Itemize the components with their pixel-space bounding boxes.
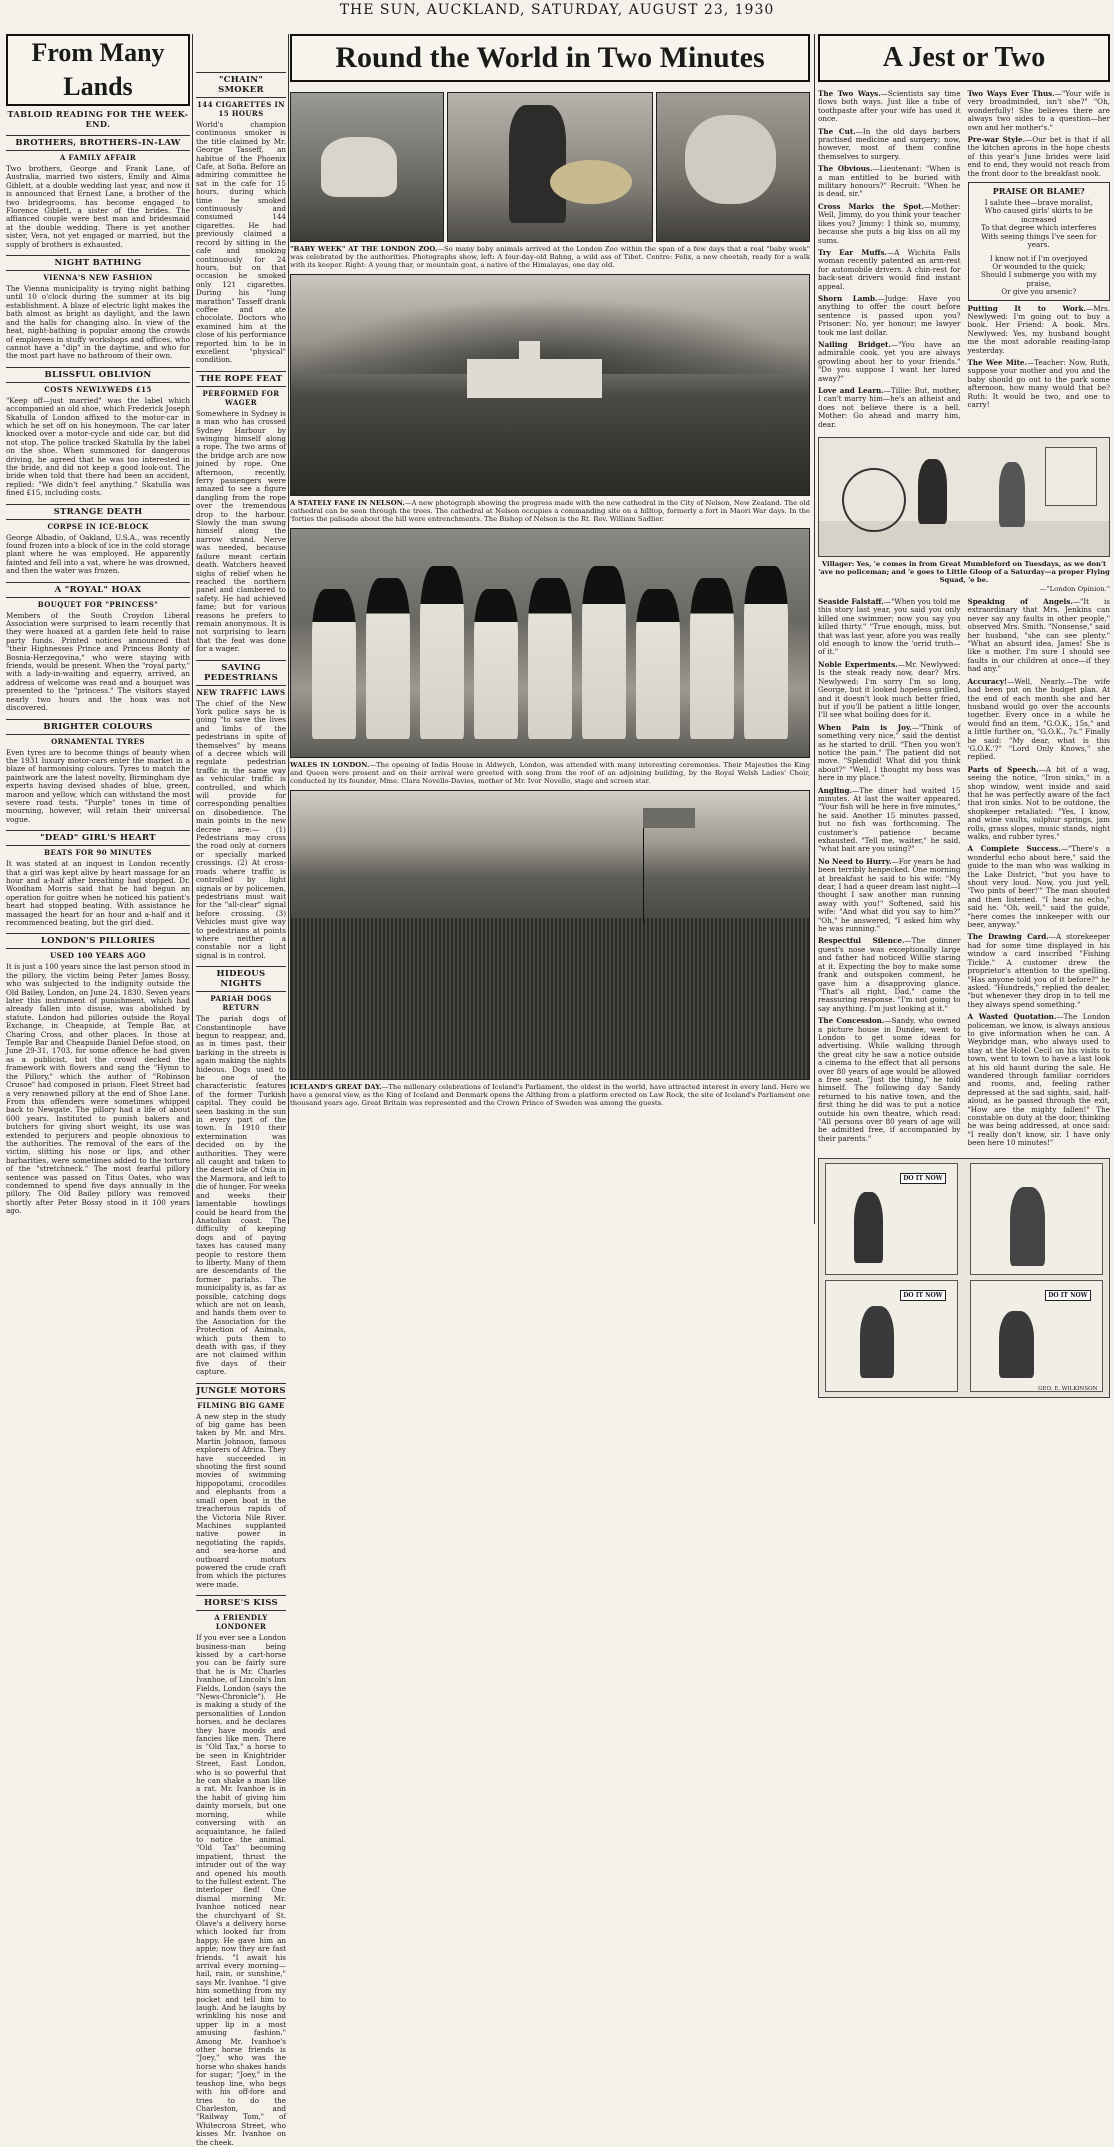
poem-line: With seeing things I've seen for years. [981, 231, 1097, 250]
article-subhead: 144 CIGARETTES IN 15 HOURS [197, 100, 285, 118]
choir-singer [366, 578, 410, 739]
article-subhead: A FRIENDLY LONDONER [214, 1613, 268, 1632]
joke: Try Ear Muffs.—A Wichita Falls woman recently patented an arm-rest for automobile drivers. A chin-rest for back-seat drivers would find instant appeal. [818, 247, 961, 291]
cartoon-credit: GEO. E. WILKINSON [1038, 1385, 1098, 1392]
article-headline: A "ROYAL" HOAX [6, 582, 190, 598]
article-headline: "CHAIN" SMOKER [196, 72, 286, 98]
choir-singer [636, 589, 680, 738]
choir-singer [528, 578, 572, 739]
joke: The Two Ways.—Scientists say time flows both ways. Just like a tube of toothpaste after your wife has used it once. [818, 89, 961, 124]
from-many-lands-column-2 [196, 66, 287, 2147]
cartoon-do-it-now [818, 1158, 1110, 1398]
joke: The Drawing Card.—A storekeeper had for some time displayed in his window a card inscribed "Fishing Tickle." A customer drew the proprietor's attention to the spelling. "Has anyone told you of it before?" he asked. "Hundreds," replied the dealer, "but whenever they drop in to tell me they always spend something." [967, 932, 1110, 1009]
article-subhead: USED 100 YEARS AGO [50, 951, 146, 961]
joke: When Pain is Joy.—"Think of something very nice," said the dentist as he started to drill. "Then you won't notice the pain." The patient did not move. "Splendid! What did you think about?" "Well, I thought my boss was here in my place." [818, 722, 961, 783]
article-headline: HIDEOUS NIGHTS [196, 966, 286, 992]
a-jest-or-two-column [818, 34, 1111, 1392]
article-body: The pariah dogs of Constantinople have begun to reappear, and, as in times past, their barking in the streets is again making the nights hideous. Dogs used to be one of the characteristic features of the former Turkish capital. They could be seen basking in the sun in every part of the town. In 1910 their extermination was decided on by the authorities. They were all caught and taken to the desert isle of Oxia in the Marmora, and left to die of hunger. For weeks and weeks their lamentable howlings could be heard from the Anatolian coast. The difficulty of keeping dogs and of paying taxes has caused many people to restore them to liberty. Many of them are descendants of the former pariahs. The municipality is, as far as possible, catching dogs which are not on leash, and hands them over to the Association for the Protection of Animals, which puts them to death with gas, if they are not claimed within five days of their capture. [196, 1014, 287, 1377]
article-body: If you ever see a London business-man being kissed by a cart-horse you can be fairly sure that he is Mr. Charles Ivanhoe, of Lincoln's Inn Fields, London (says the "News-Chronicle"). He is making a study of the personalities of London horses, and he declares they have moods and fancies like men. There is "Old Tax," a horse to be seen in Knightrider Street, East London, who is so powerful that he can shake a man like a rat. Mr. Ivanhoe is in the habit of giving him dainty morsels, but one morning, while conversing with an acquaintance, he failed to notice the animal. "Old Tax" becoming impatient, thrust the intruder out of the way and opened his mouth to the fullest extent. The interloper fled! One dismal morning Mr. Ivanhoe noticed near the churchyard of St. Olave's a delivery horse which looked far from happy. He gave him an apple; now they are fast friends. "I await his arrival every morning—hail, rain, or sunshine," says Mr. Ivanhoe. "I give him something from my pocket and tell him to laugh. And he laughs by wrinkling his nose and upper lip in a most amusing fashion." Among Mr. Ivanhoe's other horse friends is "Joey," who was the horse who shakes hands for sugar; "Joey," in the teashop line, who begs with his off-fore and tries to do the Charleston, and "Railway Tom," of Whitecross Street, who kisses Mr. Ivanhoe on the cheek. [196, 1633, 286, 2147]
do-it-now-sign: DO IT NOW [1045, 1290, 1090, 1301]
jest-upper [818, 90, 1110, 433]
article-headline: STRANGE DEATH [6, 504, 190, 520]
round-the-world-title: Round the World in Two Minutes [290, 34, 810, 82]
joke: The Concession.—Sandy, who owned a picture house in Dundee, went to London to get some ideas for advertising. While walking through the great city he saw a notice outside a cinema to the effect that all persons over 80 years of age would be allowed a free seat. "Just the thing," he told himself. The following day Sandy returned to his native town, and the first thing he did was to put a notice outside his own theatre, which read: "All persons over 80 years of age will be admitted free, if accompanied by their parents." [818, 1016, 961, 1143]
cartoon-villager-caption: Villager: Yes, 'e comes in from Great Mumbleford on Tuesdays, as we don't 'ave no policeman; and 'e goes to Little Gloop of a Saturday—a proper Flying Squad, 'e be. [818, 560, 1110, 585]
article-headline: BRIGHTER COLOURS [6, 719, 190, 735]
joke: Parts of Speech.—A bit of a wag, seeing the notice, "Iron sinks," in a shop window, went inside and said that he was perfectly aware of the fact that iron sinks. Not to be outdone, the shopkeeper retaliated: "Yes, I know, and wine vaults, sulphur springs, jam rolls, grass slopes, music stands, night walks, and rubber tyres." [967, 764, 1110, 841]
joke: Respectful Silence.—The dinner guest's nose was exceptionally large and father had noticed Willie staring at it. Expecting the boy to make some frank and outspoken comment, he gave him a disapproving glance. "That's all right, Dad," came the reassuring response. "I'm not going to say anything. I'm just looking at it." [818, 936, 961, 1013]
jokes-col-a-lower [818, 598, 961, 1152]
article-headline: LONDON'S PILLORIES [6, 933, 190, 949]
article-subhead: PERFORMED FOR WAGER [202, 388, 280, 407]
poem-line: Who caused girls' skirts to be increased [984, 206, 1093, 224]
article-headline: THE ROPE FEAT [196, 371, 286, 387]
caption-iceland: ICELAND'S GREAT DAY.—The millenary celebrations of Iceland's Parliament, the oldest in the world, have attracted interest in every land. Here we have a general view, as the King of Iceland and Denmark opens the Althing from a platform erected on Law Rock, the site of Iceland's Parliament one thousand years ago. Great Britain was represented and the Crown Prince of Sweden was among the guests. [290, 1083, 810, 1107]
article-body: The Vienna municipality is trying night bathing until 10 o'clock during the summer at its big establishment. A blaze of electric light makes the bath almost as bright as daylight, and the lawn and the halls for changing also. In view of the heat, night-bathing is popular among the crowds of employees in stuffy workshops and offices, who cannot have a "dip" in the daytime, and who for the most part have no bathroom of their own. [6, 284, 190, 361]
article-headline: BLISSFUL OBLIVION [6, 367, 190, 383]
article-body: It was stated at an inquest in London recently that a girl was kept alive by heart massage for an hour and a-half after breathing had stopped. Dr. Woodham Morris said that he had begun an operation for goitre when he noticed his patient's heart had stopped beating. With assistance he massaged the heart for an hour and a-half and it recommenced beating, but the girl died. [6, 859, 190, 927]
article-body: George Albadio, of Oakland, U.S.A., was recently found frozen into a block of ice in the cold storage plant where he was employed. He apparently fainted and fell into a vat, where he was drowned, and then the water was frozen. [6, 532, 190, 576]
article-body: "Keep off—just married" was the label which accompanied an old shoe, which Frederick Joseph Skatulla of London affixed to the motor-car in which he set off on his honeymoon. The car later knocked over a motor-cycle and side car, but did not stop. The police tracked Skatulla by the label on the shoe. When summoned for dangerous driving, he agreed that he was too interested in the bride, and did not keep a good look-out. The bride when told that there had been an accident, replied: "We didn't feel anything." Skatulla was fined £15, including costs. [6, 395, 190, 498]
photo-bahng-wild-ass [290, 92, 444, 242]
article-headline: JUNGLE MOTORS [196, 1383, 286, 1399]
praise-or-blame-poem [968, 182, 1111, 300]
article-subhead: NEW TRAFFIC LAWS [196, 687, 286, 697]
joke: Cross Marks the Spot.—Mother: Well, Jimmy, do you think your teacher likes you? Jimmy: I think so, mummy, because she puts a big kiss on all my sums. [818, 201, 961, 245]
masthead: THE SUN, AUCKLAND, SATURDAY, AUGUST 23, 1930 [339, 2, 775, 18]
article-body: Members of the South Croydon Liberal Association were surprised to learn recently that they were hoaxed at a garden fete held to raise party funds. Printed notices announced that "their Highnesses Prince and Princess Bonty of Bosnia-Herzegovina," who were staying with friends, would be present. When the "royal party," with a lady-in-waiting and equerry, arrived, an address of welcome was read and a bouquet was presented to the "princess." The visitors stayed nearly two hours and the hoax was not discovered. [6, 610, 190, 713]
choir-singer [582, 566, 626, 738]
left-articles [6, 135, 190, 1216]
jokes-col-b-lower [968, 598, 1111, 1152]
jest-lower [818, 598, 1110, 1152]
from-many-lands-column [6, 34, 190, 1224]
poem-line: Or wounded to the quick; [992, 261, 1086, 271]
article-subhead: CORPSE IN ICE-BLOCK [47, 521, 149, 531]
photo-nelson-cathedral [290, 274, 810, 496]
article-body: A new step in the study of big game has been taken by Mr. and Mrs. Martin Johnson, famous explorers of Africa. They have succeeded in shooting the first sound movies of swimming hippopotami, crocodiles and elephants from a small open boat in the treacherous rapids of the Victoria Nile River. Machines supplanted native power in negotiating the rapids, and sea-horse and outboard motors powered the crude craft from which the pictures were made. [196, 1411, 286, 1589]
column-rule [192, 34, 193, 1224]
joke: A Complete Success.—"There's a wonderful echo about here," said the guide to the man who was walking in the Lake District, "but you have to shout very loud. Now, you just yell, 'Two pints of beer!'" The man shouted and then listened. "I hear no echo," said he. "Oh, well," said the guide, "here comes the innkeeper with our beer, anyway." [967, 844, 1110, 930]
tagline: TABLOID READING FOR THE WEEK-END. [7, 109, 189, 129]
article-body: The chief of the New York police says he is going "to save the lives and limbs of the pedestrians in spite of themselves" by means of a decree which will regulate pedestrian traffic in the same way as vehicular traffic is controlled, and which will provide for corresponding penalties on disobedience. The main points in the new decree are:— (1) Pedestrians may cross the road only at corners or specially marked crossings. (2) At cross-roads where traffic is controlled by light signals or by policemen, pedestrians must wait for the "all-clear" signal before crossing. (3) Vehicles must give way to pedestrians at points where neither a constable nor a light signal is in control. [196, 698, 286, 960]
joke: Angling.—The diner had waited 15 minutes. At last the waiter appeared. "Your fish will be here in five minutes," he said. Another 15 minutes passed, but no fish was forthcoming. The customer's patience became exhausted. "Tell me, waiter," he said, "what bait are you using?" [818, 785, 961, 854]
article-headline: NIGHT BATHING [6, 255, 190, 271]
joke: The Wee Mite.—Teacher: Now, Ruth, suppose your mother and you and the baby should go out to the park some afternoon, how many would that be? Ruth: It would be two, and one to carry! [967, 357, 1110, 409]
poem-line: Should I submerge you with my praise, [980, 270, 1097, 288]
article-subhead: A FAMILY AFFAIR [59, 153, 137, 162]
joke: Love and Learn.—Tillie: But, mother, I can't marry him—he's an atheist and does not believe there is a hell. Mother: Go ahead and marry him, dear. [818, 386, 961, 429]
poem-line: Or give you arsenic? [1001, 287, 1077, 297]
article-subhead: FILMING BIG GAME [197, 1400, 285, 1410]
joke: The Cut.—In the old days barbers practised medicine and surgery; now, however, most of them confine themselves to surgery. [818, 126, 961, 161]
article-body: Even tyres are to become things of beauty when the 1931 luxury motor-cars enter the market in a blaze of harmonising colours. Tyres to match the paintwork are the latest novelty, Birmingham dye experts having devised shades of blue, green, maroon and yellow, which can withstand the most severe road tests. "Purple" tones in time of mourning, however, will retain their universal vogue. [6, 747, 190, 824]
article-body: World's champion continuous smoker is the title claimed by Mr. George Tasseff, an habitue of the Phoenix Cafe, at Sofia. Before an admiring committee he sat in the cafe for 15 hours, during which time he smoked continuously and consumed 144 cigarettes. He had previously claimed a record by sitting in the cafe and smoking continuously for 24 hours, but on that occasion he smoked only 121 cigarettes. During his "lung marathon" Tasseff drank coffee and ate chocolate. Doctors who examined him at the close of his performance reported him to be in excellent "physical" condition. [196, 120, 286, 365]
do-it-now-sign: DO IT NOW [900, 1290, 945, 1301]
joke: Putting It to Work.—Mrs. Newlywed: I'm going out to buy a book. Her Friend: A book. Mrs. Newlywed: Yes, my husband bought me the most adorable reading-lamp yesterday. [967, 303, 1110, 355]
joke: The Obvious.—Lieutenant: "When is a man entitled to be buried with military honours?" Recruit: "When he is dead, sir." [818, 164, 961, 199]
caption-baby-week: "BABY WEEK" AT THE LONDON ZOO.—So many baby animals arrived at the London Zoo within the span of a few days that a real "baby week" was celebrated by the authorities. Photographs show, left: A four-day-old Bahng, a wild ass of Tibet. Centre: Felix, a new cheetah, ready for a walk with its keeper. Right: A young thar, or mountain goat, a native of the Himalayas, one day old. [290, 245, 810, 269]
round-the-world-column [290, 34, 810, 1224]
choir-singer [474, 589, 518, 738]
do-it-now-sign: DO IT NOW [900, 1173, 945, 1184]
zoo-photos [290, 92, 810, 242]
from-many-lands-title: From Many Lands [6, 34, 190, 106]
article-subhead: BOUQUET FOR "PRINCESS" [37, 599, 159, 609]
photo-iceland-althing [290, 790, 810, 1080]
a-jest-or-two-title: A Jest or Two [818, 34, 1110, 82]
poem-line: I know not if I'm overjoyed [989, 253, 1088, 263]
photo-young-thar [656, 92, 810, 242]
joke: Speaking of Angels.—"It is extraordinary that Mrs. Jenkins can never say any faults in other people," observed Mrs. Smith. "Nonsense," said her husband, "she can see plenty." "What an absurd idea, James! She is like a mother. I'm sure I should see faults in our children at once—if they had any." [967, 597, 1110, 674]
jokes-col-a [818, 90, 961, 433]
choir-singer [744, 566, 788, 738]
photo-cheetah-keeper [447, 92, 654, 242]
joke: Pre-war Style.—Our bet is that if all the kitchen aprons in the hope chests of this year's June brides were laid end to end, they would not reach from the front door to the breakfast nook. [967, 135, 1110, 178]
joke: Shorn Lamb.—Judge: Have you anything to offer the court before sentence is passed upon you? Prisoner: No, yer honour; me lawyer took me last dollar. [818, 293, 961, 337]
cartoon-villager [818, 437, 1110, 557]
choir-singer [690, 578, 734, 739]
column-rule [288, 34, 289, 1224]
article-subhead: BEATS FOR 90 MINUTES [44, 848, 152, 858]
article-headline: SAVING PEDESTRIANS [196, 660, 286, 686]
joke: Seaside Falstaff.—"When you told me this story last year, you said you only killed one swimmer; now you say you killed thirty." "True enough, miss, but that was last year, afore you was really old enough to know the 'orrid truth—of it." [818, 597, 961, 657]
joke: Two Ways Ever Thus.—"Your wife is very broadminded, isn't she?" "Oh, wonderfully! She believes there are always two sides to a question—her own and her mother's." [967, 89, 1110, 132]
joke: A Wasted Quotation.—The London policeman, we know, is always anxious to give information when he can. A Weybridge man, who always used to stay at the Hotel Cecil on his visits to town, went to town to have a last look at his old haunt during the sale. He wandered through familiar corridors and rooms, and, feeling rather depressed at the sad sights, said, half-aloud, as he passed through the exit, "How are the mighty fallen!" The constable on duty at the door, thinking he was being addressed, at once said: "I really don't know, sir. I have only been here 10 minutes!" [967, 1012, 1111, 1148]
caption-nelson-cathedral: A STATELY FANE IN NELSON.—A new photograph showing the progress made with the new cathedral in the City of Nelson, New Zealand. The old cathedral can be seen through the trees. The cathedral at Nelson occupies a commanding site on a hilltop, formerly a fort in Maori War days. In the 'forties the palisade about the hill were entrenchments. The Bishop of Nelson is the Rt. Rev. William Sadlier. [290, 499, 810, 523]
joke: Accuracy!—Well, Nearly.—The wife had been put on the budget plan. At the end of each month she and her husband would go over the accounts together. Every once in a while he would find an item, "G.O.K., 15s," and a little further on, "G.O.K., 7s." Finally he said: "My dear, what is this 'G.O.K.'?" "Lord Only Knows," she replied. [967, 676, 1110, 762]
joke: No Need to Hurry.—For years he had been terribly henpecked. One morning at breakfast he said to his wife: "My dear, I had a queer dream last night—I thought I saw another man running away with you!" Softened, said his wife: "And what did you say to him?" "Oh," he answered, "I asked him why he was running." [818, 856, 961, 934]
article-body: It is just a 100 years since the last person stood in the pillory, the victim being Peter James Bossy, who was subjected to the indignity outside the Old Bailey, London, on June 24, 1830. Seven years later this instrument of punishment, which had already fallen into disuse, was abolished by statute. London had pillories outside the Royal Exchange, in Cheapside, at Temple Bar, at Charing Cross, and other places. In those at Temple Bar and Cheapside Daniel Defoe stood, on June 29-31, 1703, for some offence he had given as a publicist, but the crowd decked the framework with flowers and sang the "Hymn to the Pillory," which the author of "Robinson Crusoe" had composed in prison. Fleet Street had a very renowned pillory at the end of Shoe Lane. From this offenders were sometimes whipped back to Newgate. The pillory had a life of about 600 years. Instituted to punish bakers and butchers for giving short weight, its use was extended to perjurers and people obnoxious to the authorities. The removal of the ears of the victim, slitting his nose or lips, and other barbarities, were sometimes added to the torture of the "stretchneck." The most fearful pillory sentence was passed on Titus Oates, who was condemned to spend five days annually in the pillory. The Old Bailey pillory was removed shortly after Peter Bossy stood in it 100 years ago. [6, 962, 190, 1216]
choir-singer [312, 589, 356, 738]
article-subhead: PARIAH DOGS RETURN [210, 994, 272, 1013]
article-headline: "DEAD" GIRL'S HEART [6, 830, 190, 846]
caption-wales-in-london: WALES IN LONDON.—The opening of India House in Aldwych, London, was attended with many interesting ceremonies. Their Majesties the King and Queen were present and on their arrival were greeted with song from the roof of an adjoining building, by the Royal Welsh Ladies' Choir, conducted by its founder, Mme. Clara Novello-Davies, mother of Mr. Ivor Novello, stage and screen star. [290, 761, 810, 785]
choir-singer [420, 566, 464, 738]
photo-welsh-choir [290, 528, 810, 758]
article-headline: BROTHERS, BROTHERS-IN-LAW [6, 135, 190, 151]
joke: Nailing Bridget.—"You have an admirable cook, yet you are always growling about her to your friends." "Do you suppose I want her lured away?" [818, 339, 961, 383]
poem-line: To that degree which interferes [981, 223, 1097, 233]
cartoon-villager-credit: —"London Opinion." [1039, 585, 1110, 594]
article-headline: HORSE'S KISS [196, 1595, 286, 1611]
poem-title: PRAISE OR BLAME? [992, 186, 1085, 197]
article-subhead: ORNAMENTAL TYRES [51, 736, 145, 746]
column-rule [814, 34, 815, 1224]
article-body: Somewhere in Sydney is a man who has crossed Sydney Harbour by swinging himself along a rope. The two arms of the bridge arch are now joined by rope. One afternoon, recently, ferry passengers were amazed to see a figure dangling from the rope over the tremendous drop to the harbour. Slowly the man swung himself along the narrow strand. Nerve was needed, because failure meant certain death. Watchers heaved sighs of relief when he reached the northern panel and clambered to safety. He had achieved fame; but for various reasons he prefers to remain anonymous. It is not surprising to learn that the feat was done for a wager. [196, 408, 286, 654]
article-subhead: COSTS NEWLYWEDS £15 [44, 384, 152, 394]
article-subhead: VIENNA'S NEW FASHION [43, 273, 153, 283]
left-articles-2 [196, 72, 286, 2147]
jokes-col-b [968, 90, 1111, 433]
joke: Noble Experiments.—Mr. Newlywed: Is the steak ready now, dear? Mrs. Newlywed: I'm sorry I'm so long, George, but it looked hopeless grilled, and it doesn't look much better fried, but if you'll be patient a little longer, I'll see what boiling does for it. [818, 659, 961, 720]
article-body: Two brothers, George and Frank Lane, of Australia, married two sisters, Emily and Alma Giblett, at a double wedding last year, and now it is announced that Ernest Lane, a brother of the two bridegrooms, has become engaged to Florence Giblett, a sister of the brides. The affianced couple were best man and bridesmaid at the double wedding. There is yet another sister, Vera, not yet engaged or married, but the supply of brothers is exhausted. [6, 164, 190, 249]
poem-line: I salute thee—brave moralist, [984, 198, 1093, 208]
